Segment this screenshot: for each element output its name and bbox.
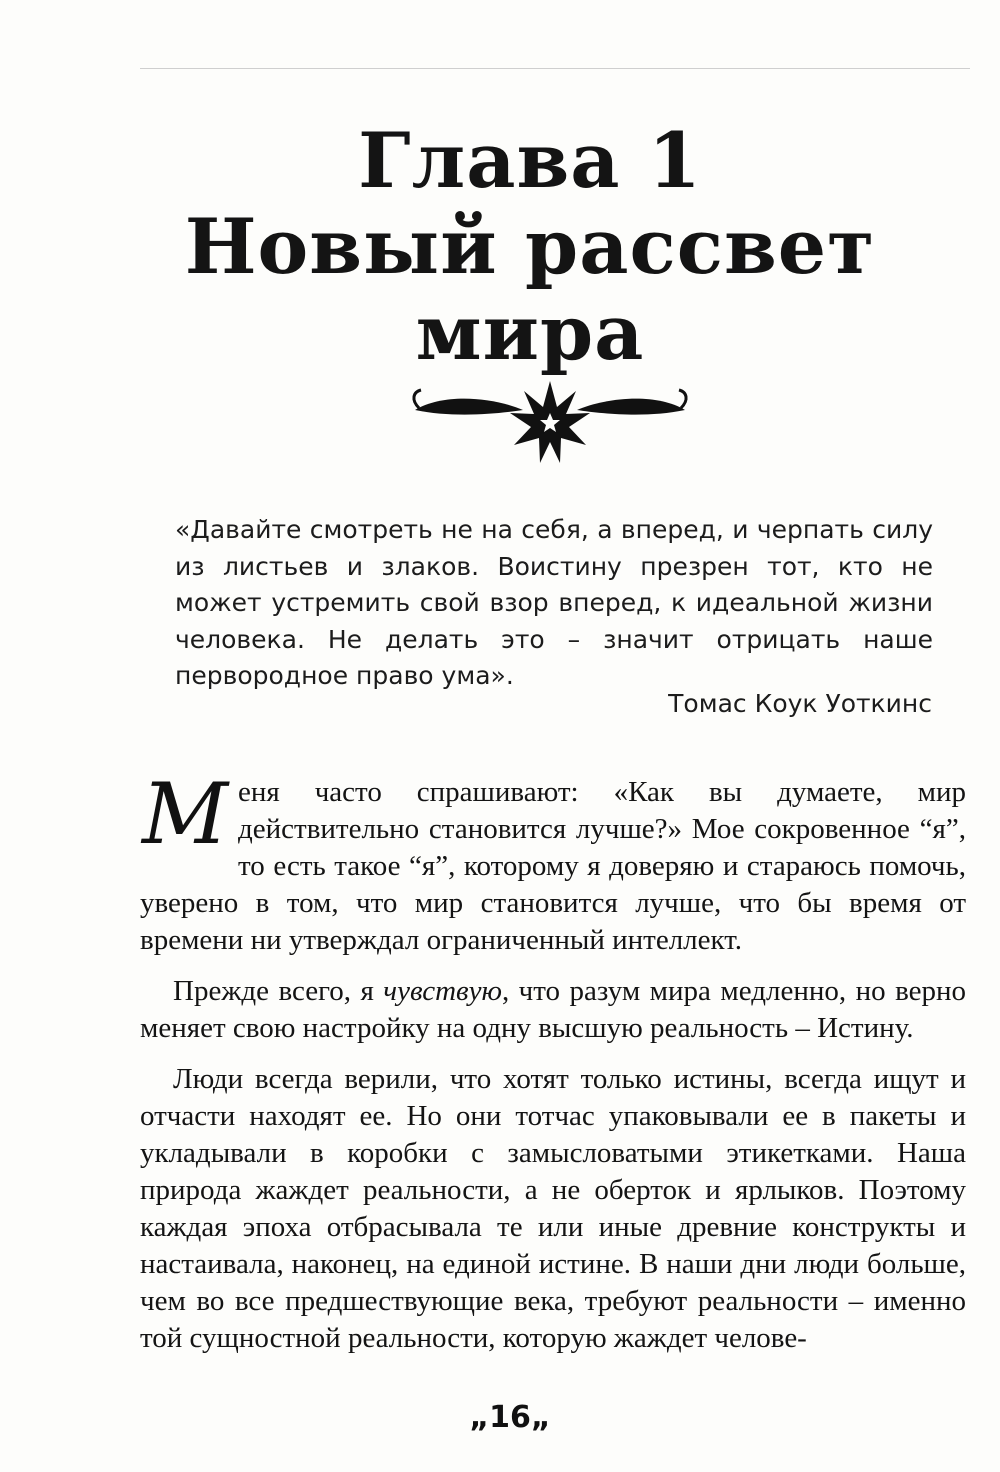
paragraph-2-emphasis: чувствую: [383, 975, 502, 1007]
body-text: [140, 765, 967, 1371]
drop-cap: М: [142, 765, 229, 863]
paragraph-3: Люди всегда верили, что хотят только истины, всегда ищут и отчасти находят ее. Но они тотчас упаковывали ее в пакеты и укладывали в коробки с замысловатыми этикетками. Наша природа жаждет реальности, а не оберток и ярлыков. Поэтому каждая эпоха отбрасывала те или иные древние конструкты и настаивала, наконец, на единой истине. В наши дни люди больше, чем во все предшествующие века, требуют реальности – именно той сущностной реальности, которую жаждет челове-: [140, 1063, 966, 1354]
header-rule: [140, 68, 970, 69]
paragraph-1-text: еня часто спрашивают: «Как вы думаете, мир действительно становится лучше?» Мое сокровенное “я”, то есть такое “я”, которому я доверяю и стараюсь помочь, уверено в том, что мир становится лучше, что бы время от времени ни утверждал ограниченный интеллект.: [140, 776, 966, 956]
paragraph-1: [140, 765, 966, 959]
epigraph-author: Томас Коук Уоткинс: [668, 689, 932, 718]
chapter-title: [100, 118, 960, 376]
paragraph-2-text-start: Прежде всего, я: [173, 975, 384, 1007]
epigraph-quote: «Давайте смотреть не на себя, а вперед, и черпать силу из листьев и злаков. Воистину презрен тот, кто не может устремить свой взор вперед, к идеальной жизни человека. Не делать это – значит отрицать наше первородное право ума».: [175, 515, 933, 690]
chapter-title-line-1: Глава 1: [358, 116, 702, 205]
chapter-title-line-2: Новый рассвет: [184, 202, 876, 291]
paragraph-2-text-end: , что разум мира медленно, но верно меняет свою настройку на одну высшую реальность – Истину.: [140, 975, 967, 1044]
paragraph-2: [140, 973, 966, 1047]
page-number: „16„: [469, 1400, 551, 1435]
star-ornament-icon: [405, 378, 695, 468]
chapter-title-line-3: мира: [415, 288, 645, 377]
